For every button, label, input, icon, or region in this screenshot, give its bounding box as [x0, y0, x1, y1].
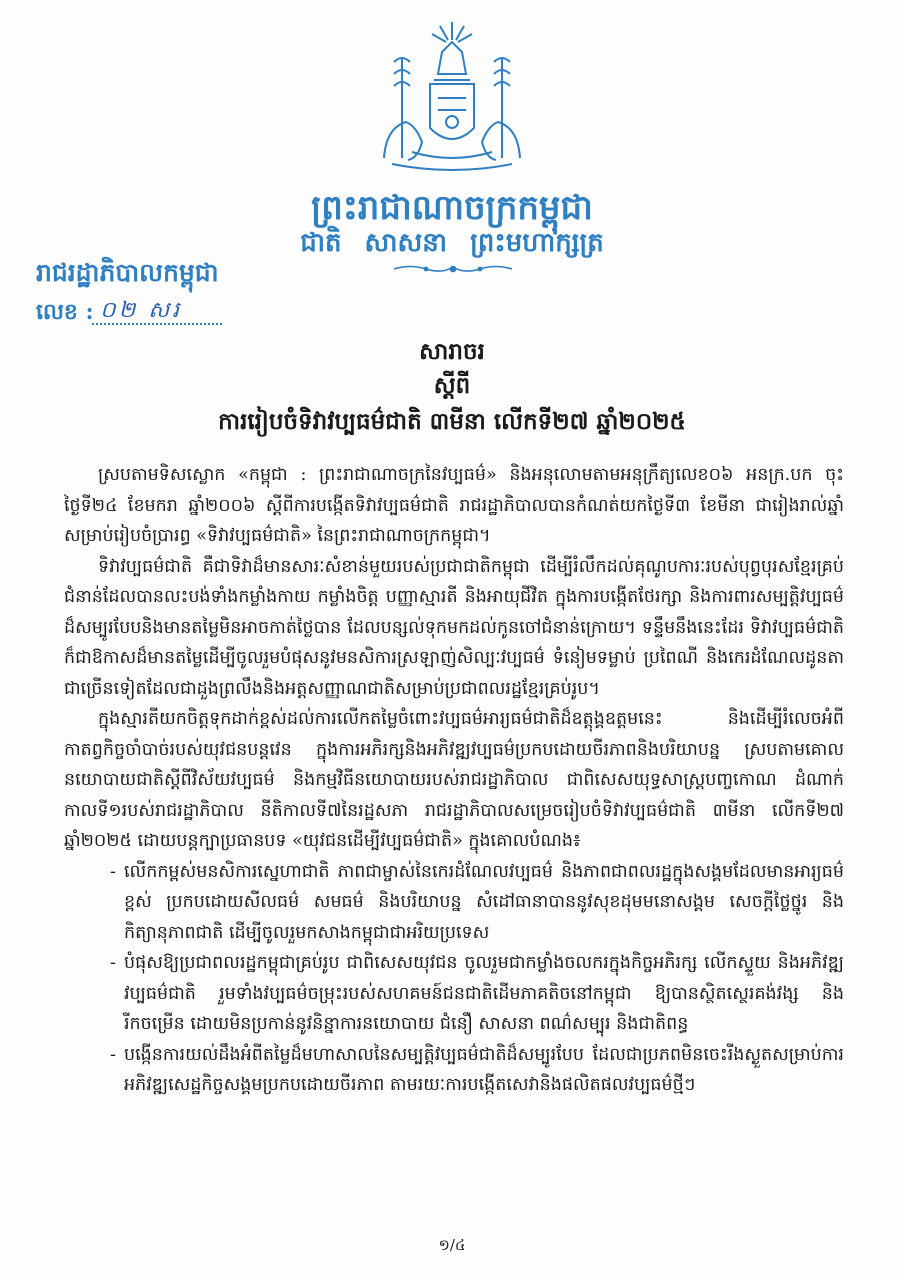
number-label: លេខ : [36, 299, 94, 325]
document-body [64, 460, 844, 1101]
list-item: - បង្កើនការយល់ដឹងអំពីតម្លៃដ៏មហាសាលនៃសម្បត្តិវប្បធម៌ជាតិដ៏សម្បូរបែប ដែលជាប្រភពមិនចេះរីងស្ងួតសម្រាប់ការអភិវឌ្ឍសេដ្ឋកិច្ចសង្គមប្រកបដោយចីរភាព តាមរយៈការបង្កើតសេវានិងផលិតផលវប្បធម៌ថ្មីៗ [124, 1040, 844, 1101]
paragraph-2: ទិវាវប្បធម៌ជាតិ គឺជាទិវាដ៏មានសារៈសំខាន់មួយរបស់ប្រជាជាតិកម្ពុជា ដើម្បីរំលឹកដល់គុណូបការៈរបស់បុព្វបុរសខ្មែរគ្រប់ជំនាន់ដែលបានលះបង់ទាំងកម្លាំងកាយ កម្លាំងចិត្ត បញ្ញាស្មារតី និងអាយុជីវិត ក្នុងការបង្កើតថែរក្សា និងការពារសម្បត្តិវប្បធម៌ដ៏សម្បូរបែបនិងមានតម្លៃមិនអាចកាត់ថ្លៃបាន ដែលបន្សល់ទុកមកដល់កូនចៅជំនាន់ក្រោយ។ ទន្ទឹមនឹងនេះដែរ ទិវាវប្បធម៌ជាតិក៏ជាឱកាសដ៏មានតម្លៃដើម្បីចូលរួមបំផុសនូវមនសិការស្រឡាញ់សិល្បៈវប្បធម៌ ទំនៀមទម្លាប់ ប្រពៃណី និងកេរដំណែលដូនតាជាច្រើនទៀតដែលជាដួងព្រលឹងនិងអត្តសញ្ញាណជាតិសម្រាប់ប្រជាពលរដ្ឋខ្មែរគ្រប់រូប។ [64, 556, 844, 699]
title-about: ស្តីពី [433, 372, 471, 399]
page-number: ១/៤ [438, 1236, 466, 1254]
objectives-list [64, 857, 844, 1101]
national-motto: ជាតិ សាសនា ព្រះមហាក្សត្រ [300, 228, 604, 258]
ornament-divider-icon [390, 262, 516, 276]
paragraph-1: ស្របតាមទិសស្លោក «កម្ពុជា : ព្រះរាជាណាចក្រនៃវប្បធម៌» និងអនុលោមតាមអនុក្រឹត្យលេខ០៦ អនក្រ.បក ចុះថ្ងៃទី២៤ ខែមករា ឆ្នាំ២០០៦ ស្តីពីការបង្កើតទិវាវប្បធម៌ជាតិ រាជរដ្ឋាភិបាលបានកំណត់យកថ្ងៃទី៣ ខែមីនា ជារៀងរាល់ឆ្នាំសម្រាប់រៀបចំប្រារព្ធ «ទិវាវប្បធម៌ជាតិ» នៃព្រះរាជាណាចក្រកម្ពុជា។ [64, 465, 844, 546]
title-subject: ការរៀបចំទិវាវប្បធម៌ជាតិ ៣មីនា លើកទី២៧ ឆ្នាំ២០២៥ [218, 408, 686, 435]
government-name: រាជរដ្ឋាភិបាលកម្ពុជា [36, 258, 219, 287]
list-item: - បំផុសឱ្យប្រជាពលរដ្ឋកម្ពុជាគ្រប់រូប ជាពិសេសយុវជន ចូលរួមជាកម្លាំងចលករក្នុងកិច្ចអភិរក្ស លើកស្ទួយ និងអភិវឌ្ឍវប្បធម៌ជាតិ រួមទាំងវប្បធម៌ចម្រុះរបស់សហគមន៍ជនជាតិដើមភាគតិចនៅកម្ពុជា ឱ្យបានស្ថិតស្ថេរគង់វង្ស និងរីកចម្រើន ដោយមិនប្រកាន់នូវនិន្នាការនយោបាយ ជំនឿ សាសនា ពណ៌សម្បុរ និងជាតិពន្ធ [124, 948, 844, 1040]
royal-arms-emblem-icon [372, 18, 532, 178]
number-value: ០២ សរ [100, 298, 183, 323]
list-item: - លើកកម្ពស់មនសិការស្នេហាជាតិ ភាពជាម្ចាស់នៃកេរដំណែលវប្បធម៌ និងភាពជាពលរដ្ឋក្នុងសង្គមដែលមានអារ្យធម៌ខ្ពស់ ប្រកបដោយសីលធម៌ សមធម៌ និងបរិយាបន្ន សំដៅធានាបាននូវសុខដុមមនោសង្គម សេចក្តីថ្លៃថ្នូរ និងកិត្យានុភាពជាតិ ដើម្បីចូលរួមកសាងកម្ពុជាជាអរិយប្រទេស [124, 857, 844, 949]
title-circular: សារាចរ [419, 338, 485, 365]
paragraph-3: ក្នុងស្មារតីយកចិត្តទុកដាក់ខ្ពស់ដល់ការលើកតម្លៃចំពោះវប្បធម៌អារ្យធម៌ជាតិដ៏ឧត្តុង្គឧត្តមនេះ និងដើម្បីរំលេចអំពីកាតព្វកិច្ចចាំបាច់របស់យុវជនបន្តវេន ក្នុងការអភិរក្សនិងអភិវឌ្ឍវប្បធម៌ប្រកបដោយចីរភាពនិងបរិយាបន្ន ស្របតាមគោលនយោបាយជាតិស្តីពីវិស័យវប្បធម៌ និងកម្មវិធីនយោបាយរបស់រាជរដ្ឋាភិបាល ជាពិសេសយុទ្ធសាស្ត្របញ្ចកោណ ដំណាក់កាលទី១របស់រាជរដ្ឋាភិបាល នីតិកាលទី៧នៃរដ្ឋសភា រាជរដ្ឋាភិបាលសម្រេចរៀបចំទិវាវប្បធម៌ជាតិ ៣មីនា លើកទី២៧ ឆ្នាំ២០២៥ ដោយបន្តក្បាប្រធានបទ «យុវជនដើម្បីវប្បធម៌ជាតិ» ក្នុងគោលបំណង៖ [64, 709, 844, 851]
kingdom-heading: ព្រះរាជាណាចក្រកម្ពុជា [311, 188, 593, 228]
